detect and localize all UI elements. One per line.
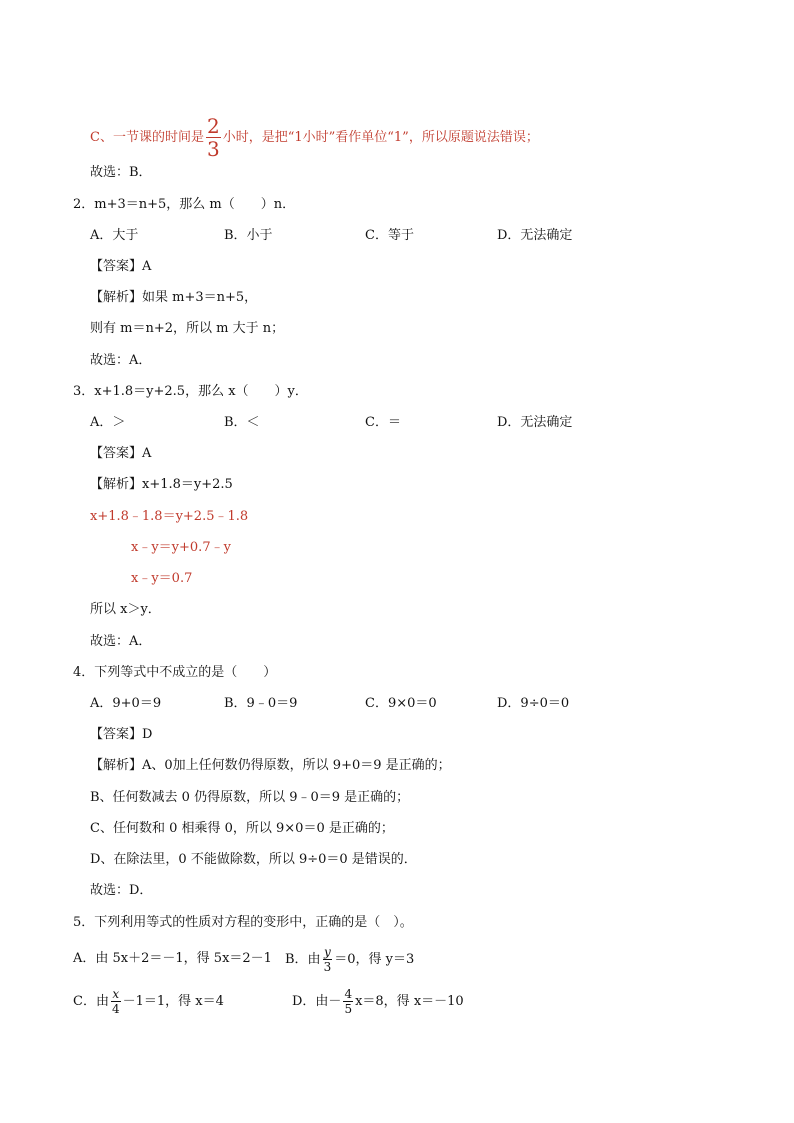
q3-analysis-4: x﹣y＝0.7: [131, 571, 193, 586]
q5-options-row1: [0, 946, 794, 972]
q3-conclusion: 故选：A．: [90, 634, 152, 649]
q5-option-d: [292, 988, 464, 1015]
q5-option-c-suffix: －1＝1，得 x＝4: [122, 994, 224, 1009]
q4-analysis-2: B、任何数减去 0 仍得原数，所以 9﹣0＝9 是正确的；: [90, 790, 410, 805]
q4-answer: 【答案】D: [90, 727, 153, 742]
q3-analysis-1: 【解析】x+1.8＝y+2.5: [90, 477, 233, 492]
q3-option-a: A．＞: [90, 415, 126, 430]
q1-conclusion: 故选：B．: [90, 165, 152, 180]
q5-option-c-prefix: C．由: [73, 994, 109, 1009]
analysis-c-suffix: 小时，是把“1小时”看作单位“1”，所以原题说法错误；: [222, 130, 539, 145]
analysis-line-c: [90, 116, 539, 159]
q4-conclusion: 故选：D．: [90, 883, 153, 898]
q5-option-d-suffix: x＝8，得 x＝－10: [355, 994, 464, 1009]
q4-analysis-4: D、在除法里，0 不能做除数，所以 9÷0＝0 是错误的．: [90, 852, 417, 867]
q5-option-a: A．由 5x＋2＝－1，得 5x＝2－1: [73, 951, 272, 966]
fraction-denominator: 5: [344, 1002, 353, 1016]
q3-analysis-3: x﹣y＝y+0.7﹣y: [131, 540, 231, 555]
q3-option-c: C．＝: [365, 415, 401, 430]
q2-conclusion: 故选：A．: [90, 353, 152, 368]
q2-option-d: D．无法确定: [497, 228, 573, 243]
q4-option-a: A．9+0＝9: [90, 696, 162, 711]
q2-option-a: A．大于: [90, 228, 139, 243]
q4-option-d: D．9÷0＝0: [497, 696, 570, 711]
q4-analysis-1: 【解析】A、0加上任何数仍得原数，所以 9+0＝9 是正确的；: [90, 758, 451, 773]
fraction-numerator: x: [112, 987, 120, 1001]
fraction-denominator: 3: [323, 960, 332, 974]
q4-analysis-3: C、任何数和 0 相乘得 0，所以 9×0＝0 是正确的；: [90, 821, 394, 836]
q2-option-b: B．小于: [224, 228, 273, 243]
q4-option-b: B．9﹣0＝9: [224, 696, 298, 711]
fraction-two-thirds: [206, 116, 221, 159]
q2-answer: 【答案】A: [90, 259, 152, 274]
fraction-numerator: 2: [206, 114, 220, 138]
q3-analysis-2: x+1.8﹣1.8＝y+2.5﹣1.8: [90, 509, 249, 524]
fraction-numerator: y: [323, 945, 331, 959]
analysis-c-prefix: C、一节课的时间是: [90, 130, 204, 145]
fraction-numerator: 4: [344, 987, 353, 1001]
q4-option-c: C．9×0＝0: [365, 696, 437, 711]
fraction-y-over-3: [323, 946, 333, 973]
fraction-denominator: 4: [111, 1002, 120, 1016]
fraction-denominator: 3: [206, 137, 220, 161]
q2-analysis-2: 则有 m＝n+2，所以 m 大于 n；: [90, 321, 285, 336]
q3-stem: 3．x+1.8＝y+2.5，那么 x（ ）y．: [73, 384, 308, 399]
q3-answer: 【答案】A: [90, 446, 152, 461]
q3-analysis-5: 所以 x＞y．: [90, 602, 161, 617]
q5-option-d-prefix: D．由－: [292, 994, 342, 1009]
q5-option-b: [285, 946, 414, 973]
q4-stem: 4．下列等式中不成立的是（ ）: [73, 665, 277, 680]
q3-option-b: B．＜: [224, 415, 260, 430]
q5-option-c: [73, 988, 224, 1015]
q5-option-b-prefix: B．由: [285, 952, 321, 967]
fraction-four-fifths: [343, 988, 353, 1015]
q3-option-d: D．无法确定: [497, 415, 573, 430]
q2-stem: 2．m+3＝n+5，那么 m（ ）n．: [73, 197, 296, 212]
fraction-x-over-4: [111, 988, 121, 1015]
q5-stem: 5．下列利用等式的性质对方程的变形中，正确的是（ ）。: [73, 915, 413, 930]
q2-analysis-1: 【解析】如果 m+3＝n+5，: [90, 290, 258, 305]
q5-option-b-suffix: ＝0，得 y＝3: [334, 952, 415, 967]
q2-option-c: C．等于: [365, 228, 414, 243]
q5-options-row2: [0, 988, 794, 1014]
